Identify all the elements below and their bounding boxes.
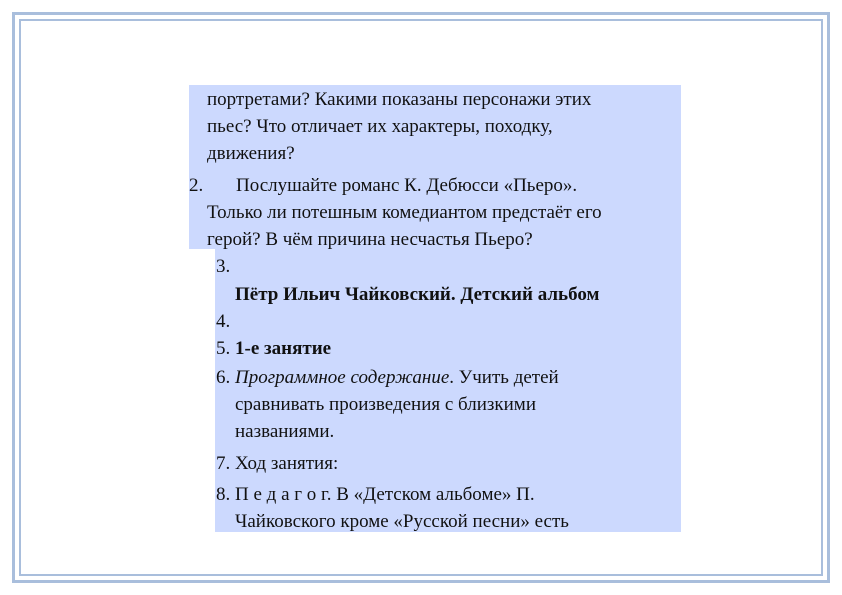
- lesson-title: 1-е занятие: [235, 338, 332, 359]
- item8-line2: Чайковского кроме «Русской песни» есть: [235, 511, 569, 532]
- item7-text: Ход занятия:: [235, 453, 339, 474]
- item3-number: 3.: [216, 256, 231, 277]
- item6-line3: названиями.: [235, 421, 335, 442]
- item4-number: 4.: [216, 311, 231, 332]
- item8-line1: П е д а г о г. В «Детском альбоме» П.: [235, 484, 535, 505]
- item1-line3: движения?: [207, 143, 295, 164]
- item2-number: 2.: [189, 175, 204, 196]
- item1-line2: пьес? Что отличает их характеры, походку,: [207, 116, 553, 137]
- item6-italic-term: Программное содержание: [235, 367, 450, 388]
- item6-line1-rest: . Учить детей: [449, 367, 559, 388]
- section-heading: Пётр Ильич Чайковский. Детский альбом: [235, 284, 600, 305]
- item2-line1: Послушайте романс К. Дебюсси «Пьеро».: [236, 175, 578, 196]
- item2-line2: Только ли потешным комедиантом предстаёт его: [207, 202, 602, 223]
- item2-line3: герой? В чём причина несчастья Пьеро?: [207, 229, 533, 250]
- item8-number: 8.: [216, 484, 231, 505]
- item6-number: 6.: [216, 367, 231, 388]
- item6-line2: сравнивать произведения с близкими: [235, 394, 536, 415]
- item1-line1: портретами? Какими показаны персонажи этих: [207, 89, 592, 110]
- item6-line1: [235, 364, 559, 391]
- item7-number: 7.: [216, 453, 231, 474]
- item5-number: 5.: [216, 338, 231, 359]
